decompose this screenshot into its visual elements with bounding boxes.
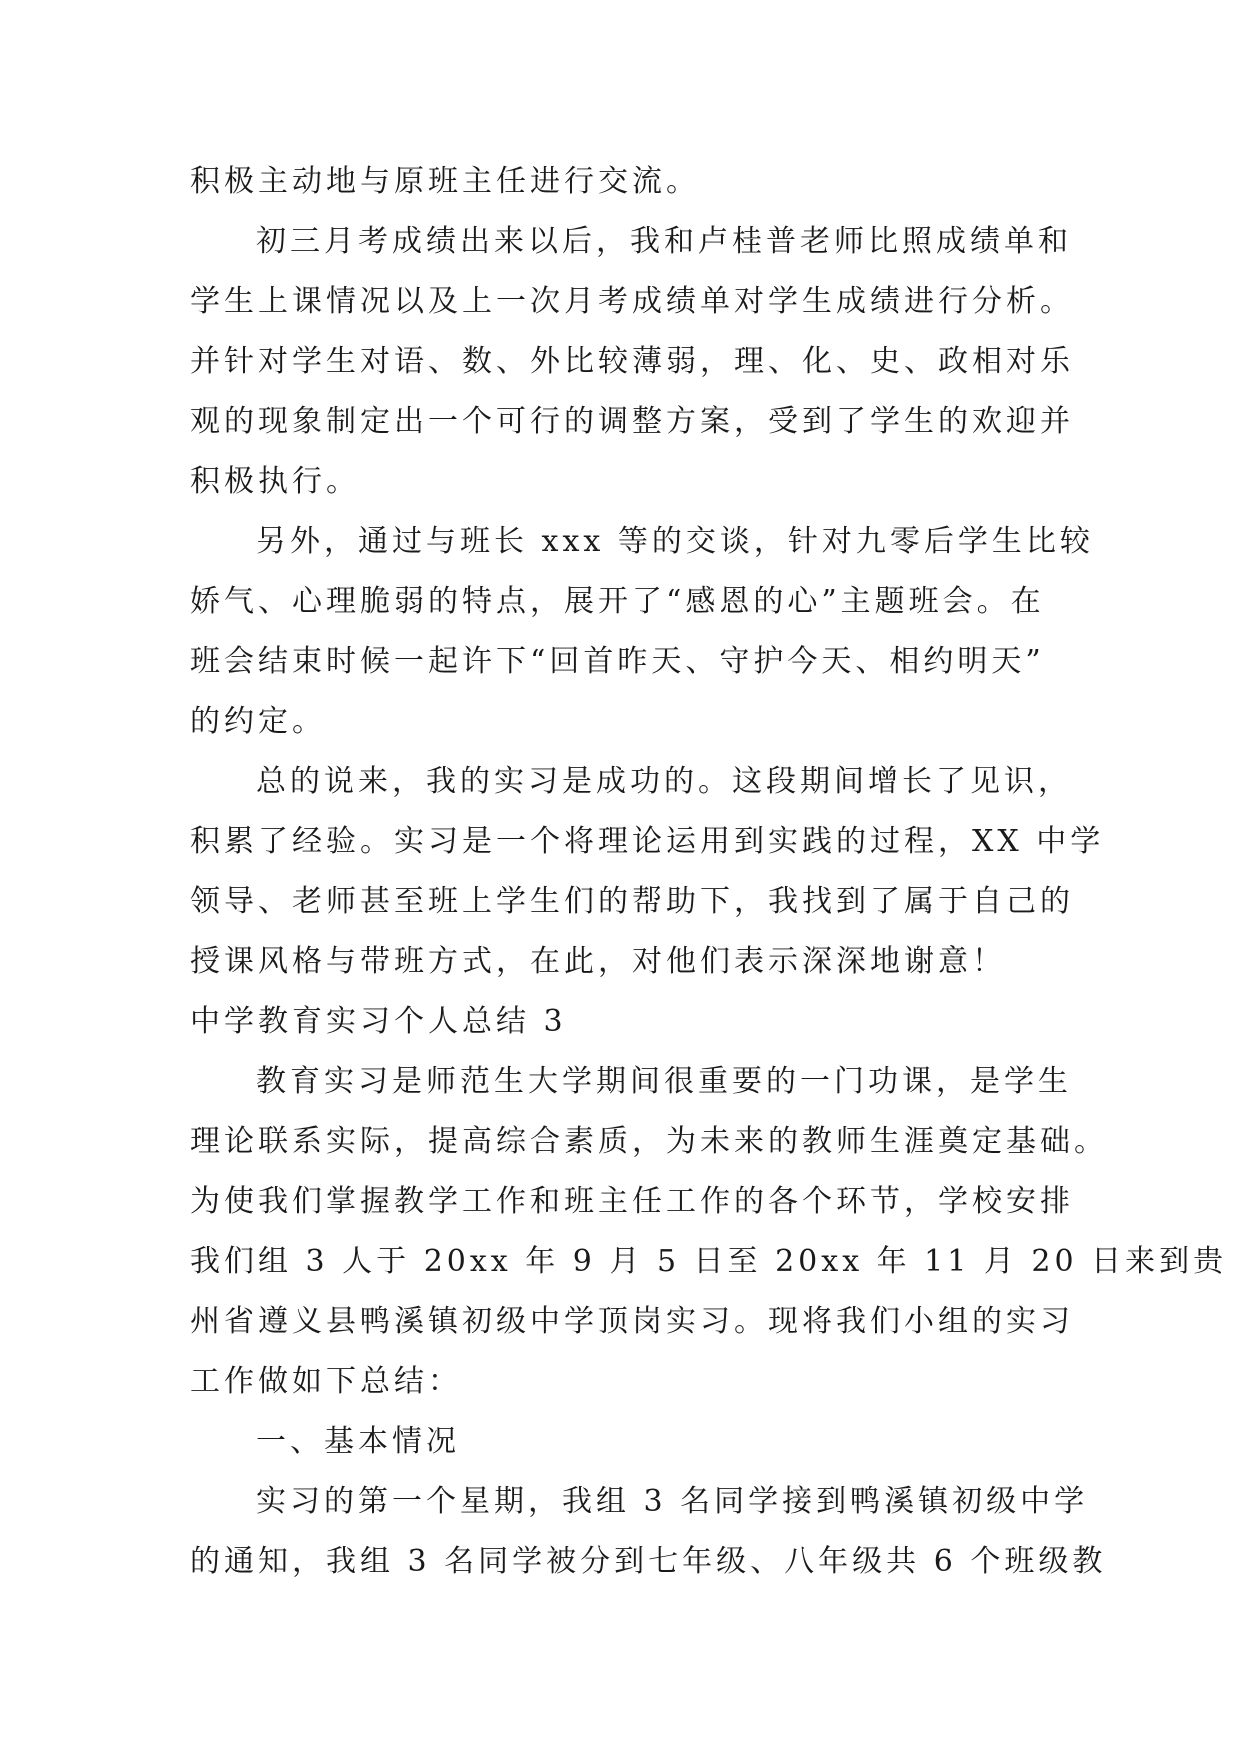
text-line: 工作做如下总结： xyxy=(190,1364,462,1399)
text-line: 为使我们掌握教学工作和班主任工作的各个环节，学校安排 xyxy=(190,1184,1074,1219)
text-line: 实习的第一个星期，我组 3 名同学接到鸭溪镇初级中学 xyxy=(256,1484,1089,1519)
text-line: 一、基本情况 xyxy=(256,1424,460,1459)
text-line: 积累了经验。实习是一个将理论运用到实践的过程，XX 中学 xyxy=(190,824,1105,859)
text-line: 教育实习是师范生大学期间很重要的一门功课，是学生 xyxy=(256,1064,1072,1099)
text-line: 我们组 3 人于 20xx 年 9 月 5 日至 20xx 年 11 月 20 日来到贵 xyxy=(190,1244,1228,1279)
text-line: 授课风格与带班方式，在此，对他们表示深深地谢意！ xyxy=(190,944,1006,979)
text-line: 观的现象制定出一个可行的调整方案，受到了学生的欢迎并 xyxy=(190,404,1074,439)
text-line: 积极执行。 xyxy=(190,464,360,499)
text-line: 娇气、心理脆弱的特点，展开了“感恩的心”主题班会。在 xyxy=(190,584,1045,619)
text-line: 领导、老师甚至班上学生们的帮助下，我找到了属于自己的 xyxy=(190,884,1074,919)
text-line: 初三月考成绩出来以后，我和卢桂普老师比照成绩单和 xyxy=(256,224,1072,259)
text-line: 班会结束时候一起许下“回首昨天、守护今天、相约明天” xyxy=(190,644,1045,679)
document-body xyxy=(190,152,1228,1592)
text-line: 理论联系实际，提高综合素质，为未来的教师生涯奠定基础。 xyxy=(190,1124,1108,1159)
text-line: 积极主动地与原班主任进行交流。 xyxy=(190,164,700,199)
text-line: 学生上课情况以及上一次月考成绩单对学生成绩进行分析。 xyxy=(190,284,1074,319)
text-line: 的通知，我组 3 名同学被分到七年级、八年级共 6 个班级教 xyxy=(190,1544,1107,1579)
text-line: 总的说来，我的实习是成功的。这段期间增长了见识， xyxy=(256,764,1072,799)
text-line: 的约定。 xyxy=(190,704,326,739)
text-line: 另外，通过与班长 xxx 等的交谈，针对九零后学生比较 xyxy=(256,524,1094,559)
text-line: 州省遵义县鸭溪镇初级中学顶岗实习。现将我们小组的实习 xyxy=(190,1304,1074,1339)
text-line: 并针对学生对语、数、外比较薄弱，理、化、史、政相对乐 xyxy=(190,344,1074,379)
text-line: 中学教育实习个人总结 3 xyxy=(190,1004,567,1039)
